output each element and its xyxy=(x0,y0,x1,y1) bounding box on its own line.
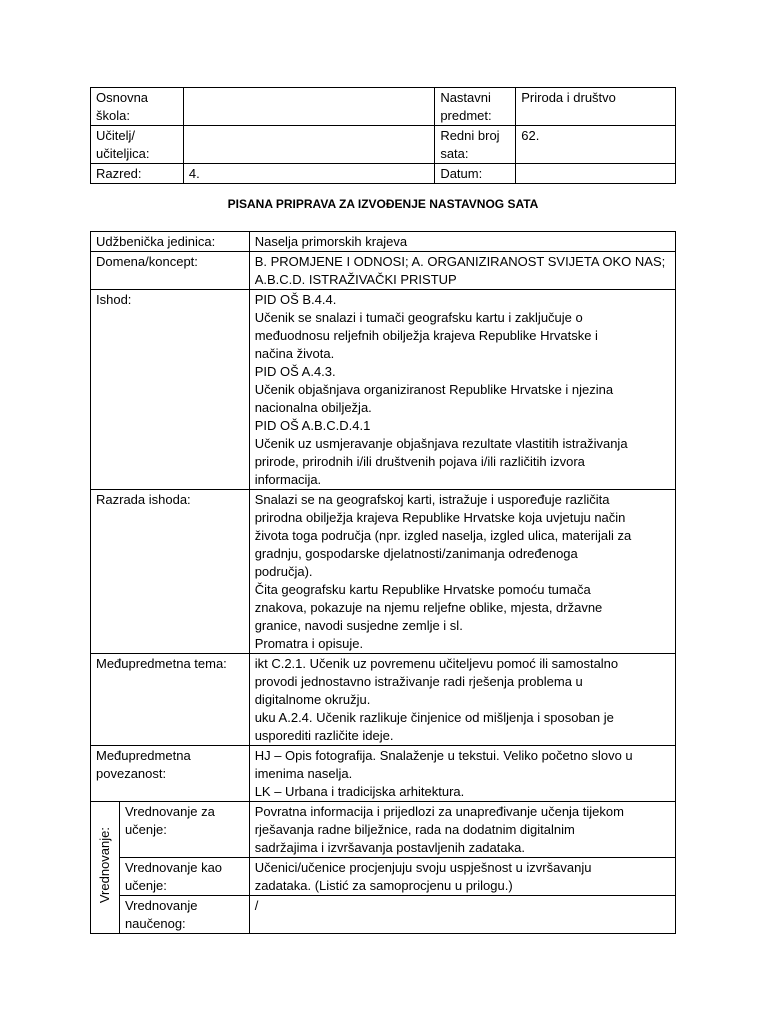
cross-link-line: HJ – Opis fotografija. Snalaženje u tekstui. Veliko početno slovo u xyxy=(254,748,633,763)
outcome-line: Učenik uz usmjeravanje objašnjava rezultate vlastitih istraživanja xyxy=(254,436,628,451)
date-label: Datum: xyxy=(435,164,516,184)
outcome-line: načina života. xyxy=(254,346,335,361)
grade-label: Razred: xyxy=(91,164,184,184)
unit-label: Udžbenička jedinica: xyxy=(91,232,250,252)
eval-for-line: sadržajima i izvršavanja postavljenih zadataka. xyxy=(254,840,525,855)
row-cross-theme xyxy=(91,654,676,746)
subject-value: Priroda i društvo xyxy=(516,88,676,126)
evaluation-label: Vrednovanje: xyxy=(96,826,112,904)
lesson-number-value: 62. xyxy=(516,126,676,164)
row-outcome xyxy=(91,290,676,490)
outcome-label: Ishod: xyxy=(91,290,250,490)
teacher-label: Učitelj/ učiteljica: xyxy=(91,126,184,164)
header-row-grade xyxy=(91,164,676,184)
cross-theme-label: Međupredmetna tema: xyxy=(91,654,250,746)
domain-line: A.B.C.D. ISTRAŽIVAČKI PRISTUP xyxy=(254,272,457,287)
row-domain xyxy=(91,252,676,290)
elaboration-line: prirodna obilježja krajeva Republike Hrvatske koja uvjetuju način xyxy=(254,510,626,525)
subject-label: Nastavni predmet: xyxy=(435,88,516,126)
row-elaboration xyxy=(91,490,676,654)
domain-line: B. PROMJENE I ODNOSI; A. ORGANIZIRANOST SVIJETA OKO NAS; xyxy=(254,254,666,269)
elaboration-line: područja). xyxy=(254,564,313,579)
cross-link-line: LK – Urbana i tradicijska arhitektura. xyxy=(254,784,465,799)
elaboration-line: znakova, pokazuje na njemu reljefne oblike, mjesta, državne xyxy=(254,600,603,615)
cross-link-value xyxy=(249,746,675,802)
outcome-line: međuodnosu reljefnih obilježja krajeva Republike Hrvatske i xyxy=(254,328,598,343)
lesson-plan-table xyxy=(90,231,676,934)
outcome-line: PID OŠ B.4.4. xyxy=(254,292,337,307)
elaboration-line: gradnju, gospodarske djelatnosti/zanimanja određenoga xyxy=(254,546,578,561)
row-eval-as xyxy=(91,858,676,896)
lesson-number-label: Redni broj sata: xyxy=(435,126,516,164)
elaboration-label: Razrada ishoda: xyxy=(91,490,250,654)
domain-label: Domena/koncept: xyxy=(91,252,250,290)
cross-theme-value xyxy=(249,654,675,746)
cross-theme-line: digitalnome okružju. xyxy=(254,692,371,707)
elaboration-line: Snalazi se na geografskoj karti, istražuje i uspoređuje različita xyxy=(254,492,610,507)
eval-as-value xyxy=(249,858,675,896)
elaboration-line: Čita geografsku kartu Republike Hrvatske pomoću tumača xyxy=(254,582,591,597)
outcome-line: nacionalna obilježja. xyxy=(254,400,372,415)
header-row-school xyxy=(91,88,676,126)
header-row-teacher xyxy=(91,126,676,164)
eval-for-label: Vrednovanje za učenje: xyxy=(119,802,249,858)
cross-theme-line: ikt C.2.1. Učenik uz povremenu učiteljevu pomoć ili samostalno xyxy=(254,656,619,671)
row-cross-link xyxy=(91,746,676,802)
outcome-line: Učenik se snalazi i tumači geografsku kartu i zaključuje o xyxy=(254,310,583,325)
school-label: Osnovna škola: xyxy=(91,88,184,126)
eval-for-line: rješavanja radne bilježnice, rada na dodatnim digitalnim xyxy=(254,822,575,837)
elaboration-line: Promatra i opisuje. xyxy=(254,636,364,651)
row-eval-for xyxy=(91,802,676,858)
domain-value xyxy=(249,252,675,290)
cross-theme-line: usporediti različite ideje. xyxy=(254,728,394,743)
school-value-field[interactable] xyxy=(183,88,434,126)
date-value-field[interactable] xyxy=(516,164,676,184)
outcome-line: PID OŠ A.B.C.D.4.1 xyxy=(254,418,371,433)
eval-as-line: Učenici/učenice procjenjuju svoju uspješnost u izvršavanju xyxy=(254,860,592,875)
unit-value: Naselja primorskih krajeva xyxy=(249,232,675,252)
cross-link-line: imenima naselja. xyxy=(254,766,353,781)
eval-for-value xyxy=(249,802,675,858)
cross-theme-line: provodi jednostavno istraživanje radi rješenja problema u xyxy=(254,674,583,689)
teacher-value-field[interactable] xyxy=(183,126,434,164)
row-unit xyxy=(91,232,676,252)
eval-of-value: / xyxy=(249,896,675,934)
outcome-line: Učenik objašnjava organiziranost Republike Hrvatske i njezina xyxy=(254,382,614,397)
eval-as-line: zadataka. (Listić za samoprocjenu u prilogu.) xyxy=(254,878,513,893)
cross-link-label: Međupredmetna povezanost: xyxy=(91,746,250,802)
evaluation-group-label xyxy=(91,802,120,934)
eval-as-label: Vrednovanje kao učenje: xyxy=(119,858,249,896)
eval-of-label: Vrednovanje naučenog: xyxy=(119,896,249,934)
outcome-line: PID OŠ A.4.3. xyxy=(254,364,336,379)
grade-value: 4. xyxy=(183,164,434,184)
eval-for-line: Povratna informacija i prijedlozi za unapređivanje učenja tijekom xyxy=(254,804,624,819)
elaboration-line: života toga područja (npr. izgled naselja, izgled ulica, materijali za xyxy=(254,528,632,543)
outcome-value xyxy=(249,290,675,490)
document-title: PISANA PRIPRAVA ZA IZVOĐENJE NASTAVNOG SATA xyxy=(227,197,539,211)
cross-theme-line: uku A.2.4. Učenik razlikuje činjenice od mišljenja i sposoban je xyxy=(254,710,614,725)
elaboration-line: granice, navodi susjedne zemlje i sl. xyxy=(254,618,463,633)
header-table xyxy=(90,87,676,184)
outcome-line: informacija. xyxy=(254,472,322,487)
outcome-line: prirode, prirodnih i/ili društvenih pojava i/ili različitih izvora xyxy=(254,454,585,469)
elaboration-value xyxy=(249,490,675,654)
row-eval-of xyxy=(91,896,676,934)
